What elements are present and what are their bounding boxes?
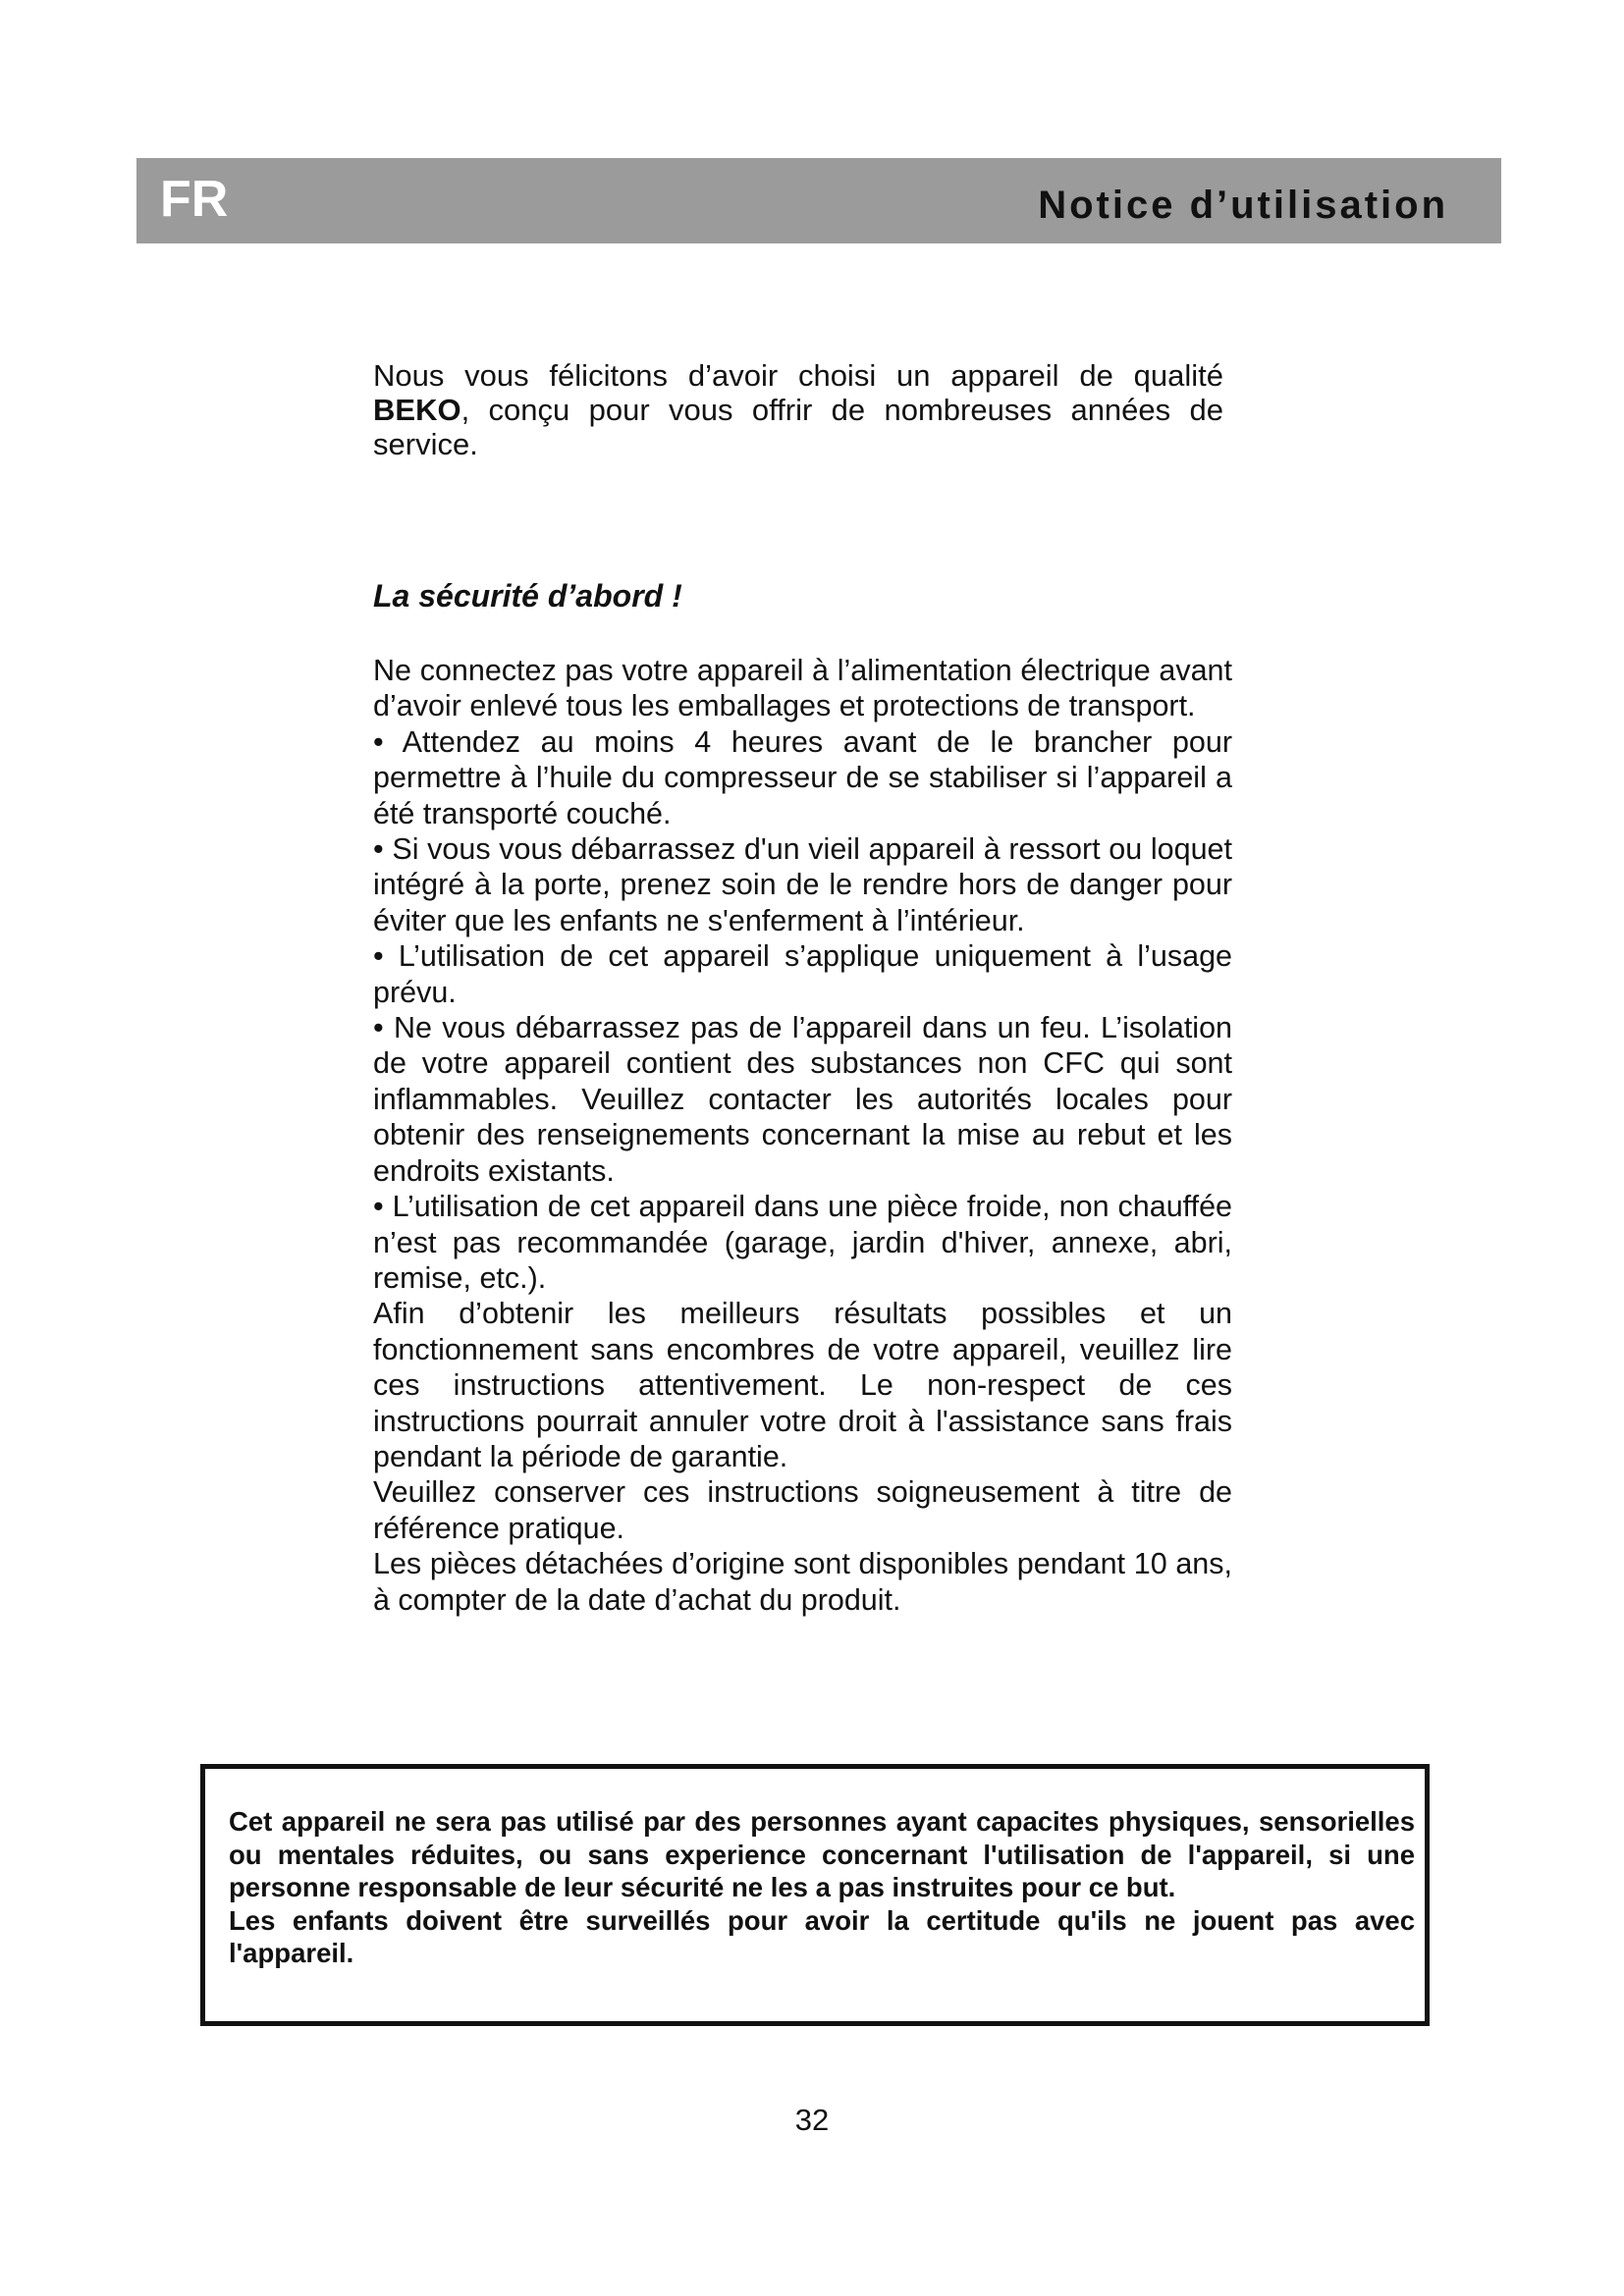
safety-paragraph: Ne connectez pas votre appareil à l’alimentation électrique avant d’avoir enlevé tous les emballages et protections de transport. xyxy=(373,654,1232,723)
safety-paragraph: • Ne vous débarrassez pas de l’appareil dans un feu. L’isolation de votre appareil contient des substances non CFC qui sont inflammables. Veuillez contacter les autorités locales pour obtenir des renseignements concernant la mise au rebut et les endroits existants. xyxy=(373,1011,1232,1188)
manual-title: Notice d’utilisation xyxy=(1038,184,1448,227)
safety-heading: La sécurité d’abord ! xyxy=(373,578,682,614)
intro-text-before: Nous vous félicitons d’avoir choisi un appareil de qualité xyxy=(373,358,1223,393)
page-number: 32 xyxy=(794,2103,830,2137)
safety-paragraph: Les pièces détachées d’origine sont disponibles pendant 10 ans, à compter de la date d’achat du produit. xyxy=(373,1547,1232,1617)
intro-text-after: , conçu pour vous offrir de nombreuses années de service. xyxy=(373,393,1223,461)
warning-paragraph: Cet appareil ne sera pas utilisé par des personnes ayant capacites physiques, sensorielles ou mentales réduites, ou sans experience concernant l'utilisation de l'appareil, si une personne responsable de leur sécurité ne les a pas instruites pour ce but. xyxy=(229,1806,1415,1902)
safety-body xyxy=(373,653,1232,1618)
warning-notice-box xyxy=(200,1764,1430,2026)
warning-notice-text xyxy=(229,1805,1415,1970)
safety-paragraph: Afin d’obtenir les meilleurs résultats possibles et un fonctionnement sans encombres de votre appareil, veuillez lire ces instructions attentivement. Le non-respect de ces instructions pourrait annuler votre droit à l'assistance sans frais pendant la période de garantie. xyxy=(373,1297,1232,1473)
safety-paragraph: • L’utilisation de cet appareil s’applique uniquement à l’usage prévu. xyxy=(373,939,1232,1009)
warning-paragraph: Les enfants doivent être surveillés pour avoir la certitude qu'ils ne jouent pas avec l'appareil. xyxy=(229,1904,1415,1968)
safety-paragraph: • Si vous vous débarrassez d'un vieil appareil à ressort ou loquet intégré à la porte, prenez soin de le rendre hors de danger pour éviter que les enfants ne s'enferment à l’intérieur. xyxy=(373,832,1232,937)
language-code: FR xyxy=(160,171,229,228)
header-bar xyxy=(136,158,1501,243)
intro-paragraph xyxy=(373,358,1223,461)
safety-paragraph: • L’utilisation de cet appareil dans une pièce froide, non chauffée n’est pas recommandée (garage, jardin d'hiver, annexe, abri, remise, etc.). xyxy=(373,1190,1232,1295)
safety-paragraph: Veuillez conserver ces instructions soigneusement à titre de référence pratique. xyxy=(373,1475,1232,1545)
safety-paragraph: • Attendez au moins 4 heures avant de le brancher pour permettre à l’huile du compresseur de se stabiliser si l’appareil a été transporté couché. xyxy=(373,724,1232,830)
brand-name: BEKO xyxy=(373,393,461,427)
